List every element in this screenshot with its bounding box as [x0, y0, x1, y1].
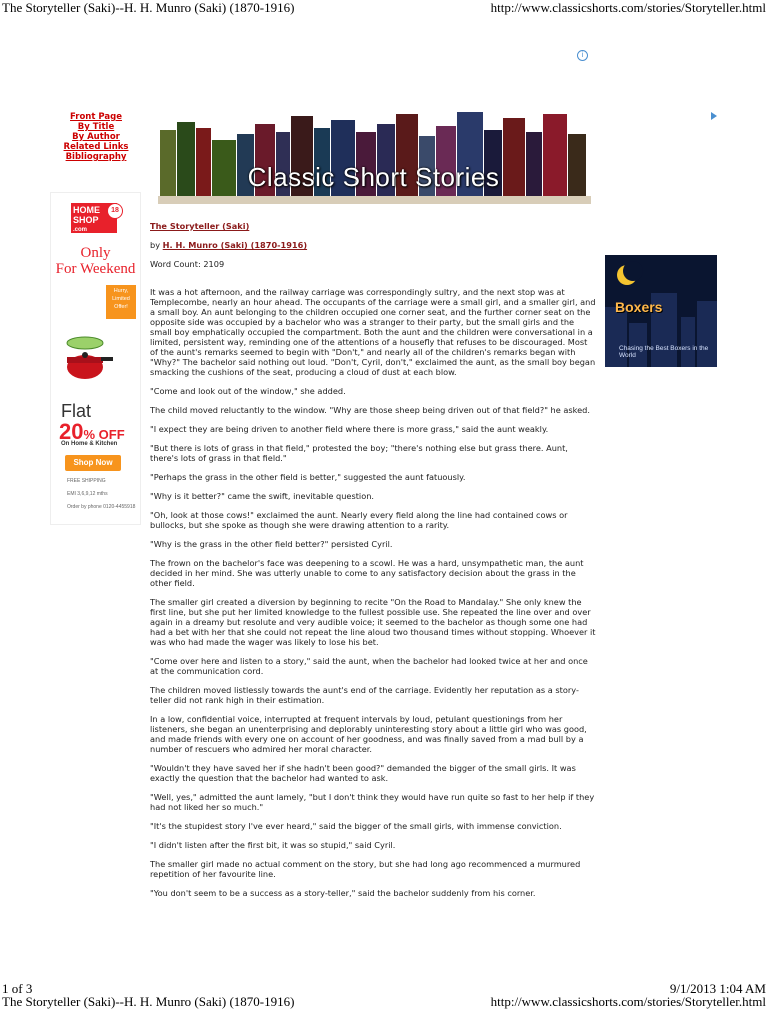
building	[681, 317, 695, 367]
nav-link-bibliography[interactable]: Bibliography	[65, 152, 127, 162]
story-paragraph: "Come over here and listen to a story," said the aunt, when the bachelor had looked twice at her and once at the communication cord.	[150, 656, 588, 676]
boxers-caption: Chasing the Best Boxers in the World	[619, 345, 709, 359]
story-paragraph: "Oh, look at those cows!" exclaimed the aunt. Nearly every field along the line had contained cows or bullocks, but she spoke as though she were drawing attention to a rarity.	[150, 510, 568, 530]
story-content	[150, 221, 596, 907]
site-banner[interactable]	[150, 110, 597, 210]
byline-prefix: by	[150, 240, 161, 250]
story-paragraph: The smaller girl created a diversion by beginning to recite "On the Road to Mandalay." She only knew the first line, but she put her limited knowledge to the fullest possible use. She repeated the line over and over again in a dreamy but resolute and very audible voice; it seemed to the bachelor as though some one had had a bet with her that she could not repeat the line aloud two thousand times without stopping. Whoever it was who had made the wager was likely to lose his bet.	[150, 597, 596, 647]
logo-home: HOME	[73, 205, 100, 215]
nav-link-front-page[interactable]: Front Page	[70, 112, 122, 122]
boxers-brand: Boxers	[615, 299, 663, 315]
story-paragraph: "I expect they are being driven to another field where there is more grass," said the aunt weakly.	[150, 424, 549, 434]
bookshelf-illustration	[150, 110, 597, 210]
story-paragraph: "Come and look out of the window," she added.	[150, 386, 346, 396]
print-header-title: The Storyteller (Saki)--H. H. Munro (Saki) (1870-1916)	[2, 0, 295, 15]
story-paragraph: "I didn't listen after the first bit, it was so stupid," said Cyril.	[150, 840, 396, 850]
byline	[150, 240, 596, 250]
story-paragraph: "Why is it better?" came the swift, inevitable question.	[150, 491, 375, 501]
ad-flat: Flat	[61, 401, 92, 421]
ad-headline-1: Only	[80, 245, 111, 261]
print-header-url: http://www.classicshorts.com/stories/Storyteller.html	[490, 994, 766, 1009]
ad-category: On Home & Kitchen	[61, 441, 118, 447]
story-paragraph: "Perhaps the grass in the other field is better," suggested the aunt fatuously.	[150, 472, 466, 482]
story-paragraph: "But there is lots of grass in that field," protested the boy; "there's nothing else but grass there. Aunt, there's lots of grass in that field."	[150, 443, 568, 463]
ad-feature-emi: EMI 3,6,9,12 mths	[67, 491, 108, 497]
ad-play-icon[interactable]	[711, 112, 717, 120]
logo-suffix: .com	[73, 227, 88, 233]
story-paragraph: The children moved listlessly towards the aunt's end of the carriage. Evidently her reputation as a story- teller did not rank high in their estimation.	[150, 685, 579, 705]
nav-link-by-title[interactable]: By Title	[77, 122, 115, 132]
print-page-number: 1 of 3	[2, 981, 33, 996]
ad-feature-phone: Order by phone 0120-4455918	[67, 504, 136, 510]
word-count: Word Count: 2109	[150, 259, 225, 269]
author-link[interactable]: H. H. Munro (Saki) (1870-1916)	[162, 240, 308, 250]
ad-headline-2: For Weekend	[55, 261, 136, 277]
hurry-badge: Hurry, Limited Offer!	[106, 285, 136, 319]
story-paragraph: "Wouldn't they have saved her if she hadn't been good?" demanded the bigger of the small girls. It was exactly the question that the bachelor had wanted to ask.	[150, 763, 576, 783]
ad-discount-pct: % OFF	[83, 427, 125, 442]
ad-headline	[51, 245, 140, 277]
story-title-link[interactable]: The Storyteller (Saki)	[150, 221, 250, 231]
ad-discount-number: 20	[59, 419, 84, 444]
shelf	[158, 196, 591, 204]
homeshop-ad[interactable]	[50, 192, 141, 525]
banner-title: Classic Short Stories	[247, 162, 500, 192]
story-paragraph: It was a hot afternoon, and the railway carriage was correspondingly sultry, and the next stop was at Templecombe, nearly an hour ahead. The occupants of the carriage were a small girl, and a smaller girl, and a small boy. An aunt belonging to the children occupied one corner seat, and the further corner seat on the opposite side was occupied by a bachelor who was a stranger to their party, but the small girls and the small boy emphatically occupied the compartment. Both the aunt and the children were conversational in a limited, persistent way, reminding one of the attentions of a housefly that refuses to be discouraged. Most of the aunt's remarks seemed to begin with "Don't," and nearly all of the children's remarks began with "Why?" The bachelor said nothing out loud. "Don't, Cyril, don't," exclaimed the aunt, as the small boy began smacking the cushions of the seat, producing a cloud of dust at each blow.	[150, 287, 596, 377]
logo-18: 18	[107, 203, 123, 219]
story-paragraph: "Well, yes," admitted the aunt lamely, "but I don't think they would have run quite so fast to her help if they had not liked her so much."	[150, 792, 595, 812]
story-paragraph: "Why is the grass in the other field better?" persisted Cyril.	[150, 539, 393, 549]
print-datetime: 9/1/2013 1:04 AM	[669, 981, 766, 996]
print-header-title: The Storyteller (Saki)--H. H. Munro (Saki) (1870-1916)	[2, 994, 295, 1009]
story-paragraph: The smaller girl made no actual comment on the story, but she had long ago recommenced a murmured repetition of her favourite line.	[150, 859, 581, 879]
shop-now-button[interactable]: Shop Now	[65, 455, 121, 471]
logo-shop: SHOP	[73, 215, 99, 225]
homeshop-logo	[71, 203, 117, 233]
print-header-url: http://www.classicshorts.com/stories/Storyteller.html	[490, 0, 766, 15]
story-paragraph: The child moved reluctantly to the window. "Why are those sheep being driven out of that field?" he asked.	[150, 405, 590, 415]
nav-link-related-links[interactable]: Related Links	[63, 142, 129, 152]
site-nav	[58, 112, 134, 162]
story-paragraph: The frown on the bachelor's face was deepening to a scowl. He was a hard, unsympathetic man, the aunt decided in her mind. She was utterly unable to come to any satisfactory decision about the grass in the other field.	[150, 558, 584, 588]
moon-shadow	[623, 261, 643, 281]
adchoices-icon[interactable]: i	[577, 50, 588, 61]
pressure-cooker-icon	[63, 333, 113, 383]
story-paragraph: "It's the stupidest story I've ever heard," said the bigger of the small girls, with immense conviction.	[150, 821, 562, 831]
nav-link-by-author[interactable]: By Author	[72, 132, 120, 142]
ad-feature-shipping: FREE SHIPPING	[67, 478, 106, 484]
story-paragraph: "You don't seem to be a success as a story-teller," said the bachelor suddenly from his corner.	[150, 888, 536, 898]
story-paragraph: In a low, confidential voice, interrupted at frequent intervals by loud, petulant questionings from her listeners, she began an unenterprising and deplorably uninteresting story about a little girl who was good, and made friends with every one on account of her goodness, and was finally saved from a mad bull by a number of rescuers who admired her moral character.	[150, 714, 587, 754]
boxers-ad[interactable]	[605, 255, 717, 367]
